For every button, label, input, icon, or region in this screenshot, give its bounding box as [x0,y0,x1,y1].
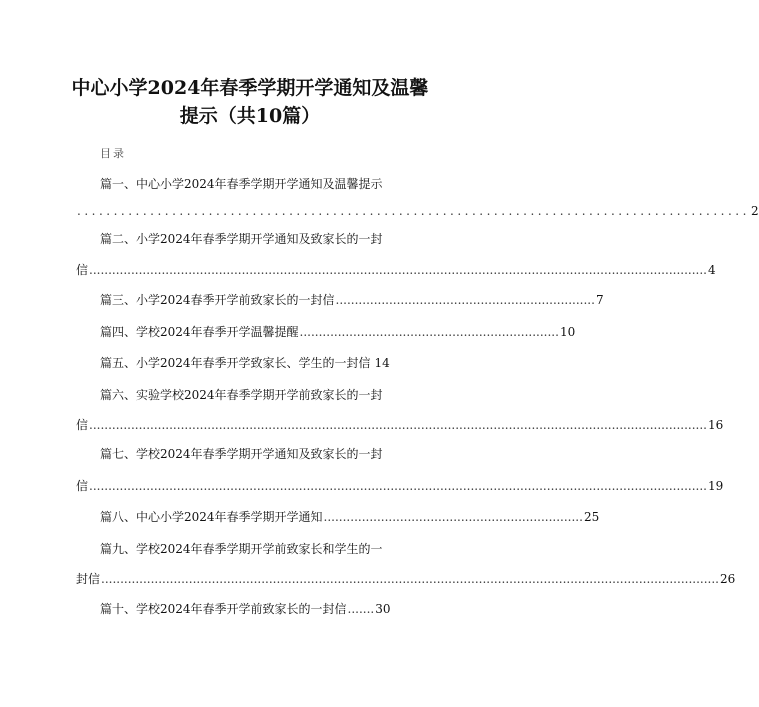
toc-entry-continuation: 信 [76,263,89,277]
toc-entry-text: 篇七、学校2024年春季学期开学通知及致家长的一封 [100,447,383,461]
dot-leader: .................................................................................................................................................................. [101,572,719,586]
toc-entry-8[interactable] [100,509,600,525]
toc-entry-continuation: 封信 [76,572,101,586]
title-line-2: 提示（共10篇） [179,105,321,127]
toc-entry-7-leader[interactable] [76,478,724,494]
toc-entry-text: 篇四、学校2024年春季开学温馨提醒 [100,325,299,339]
document-title [40,74,460,130]
dot-leader: ....... [347,602,375,616]
toc-entry-2-title[interactable] [100,231,383,247]
toc-entry-text: 篇一、中心小学2024年春季学期开学通知及温馨提示 [100,177,383,191]
toc-entry-9-leader[interactable] [76,571,736,587]
toc-entry-9-title[interactable] [100,541,383,557]
toc-entry-text: 篇八、中心小学2024年春季学期开学通知 [100,510,323,524]
toc-entry-page: 19 [707,479,724,493]
dot-leader: .................................................................... [323,510,583,524]
toc-entry-10[interactable] [100,601,391,617]
title-line-1: 中心小学2024年春季学期开学通知及温馨 [71,77,429,99]
toc-entry-continuation: 信 [76,418,89,432]
toc-entry-continuation: 信 [76,479,89,493]
toc-entry-page: 10 [559,325,576,339]
dot-leader: .................................................................... [299,325,559,339]
toc-entry-page: 30 [375,602,391,616]
dot-leader: .................................................................... [335,293,595,307]
toc-entry-page: 26 [719,572,736,586]
toc-entry-page: 7 [595,293,604,307]
toc-entry-7-title[interactable] [100,446,383,462]
toc-entry-page: 25 [583,510,600,524]
toc-entry-6-leader[interactable] [76,417,724,433]
toc-entry-1-leader[interactable] [76,203,759,219]
toc-entry-text: 篇九、学校2024年春季学期开学前致家长和学生的一 [100,542,383,556]
toc-entry-page: 14 [374,356,390,370]
toc-entry-text: 篇三、小学2024春季开学前致家长的一封信 [100,293,335,307]
toc-entry-5[interactable] [100,355,390,371]
toc-entry-page: 4 [707,263,716,277]
toc-entry-text: 篇二、小学2024年春季学期开学通知及致家长的一封 [100,232,383,246]
toc-entry-page: 16 [707,418,724,432]
toc-entry-1-title[interactable] [100,176,383,192]
toc-entry-text: 篇十、学校2024年春季开学前致家长的一封信 [100,602,347,616]
toc-entry-text: 篇五、小学2024年春季开学致家长、学生的一封信 [100,356,371,370]
dot-leader: ............................................................................................ [77,204,750,218]
toc-entry-3[interactable] [100,292,604,308]
dot-leader: .................................................................................................................................................................. [89,418,707,432]
toc-heading: 目录 [100,147,126,160]
toc-entry-text: 篇六、实验学校2024年春季学期开学前致家长的一封 [100,388,383,402]
dot-leader: .................................................................................................................................................................. [89,263,707,277]
dot-leader: .................................................................................................................................................................. [89,479,707,493]
toc-entry-page: 2 [750,204,759,218]
toc-entry-4[interactable] [100,324,576,340]
toc-entry-2-leader[interactable] [76,262,716,278]
toc-entry-6-title[interactable] [100,387,383,403]
